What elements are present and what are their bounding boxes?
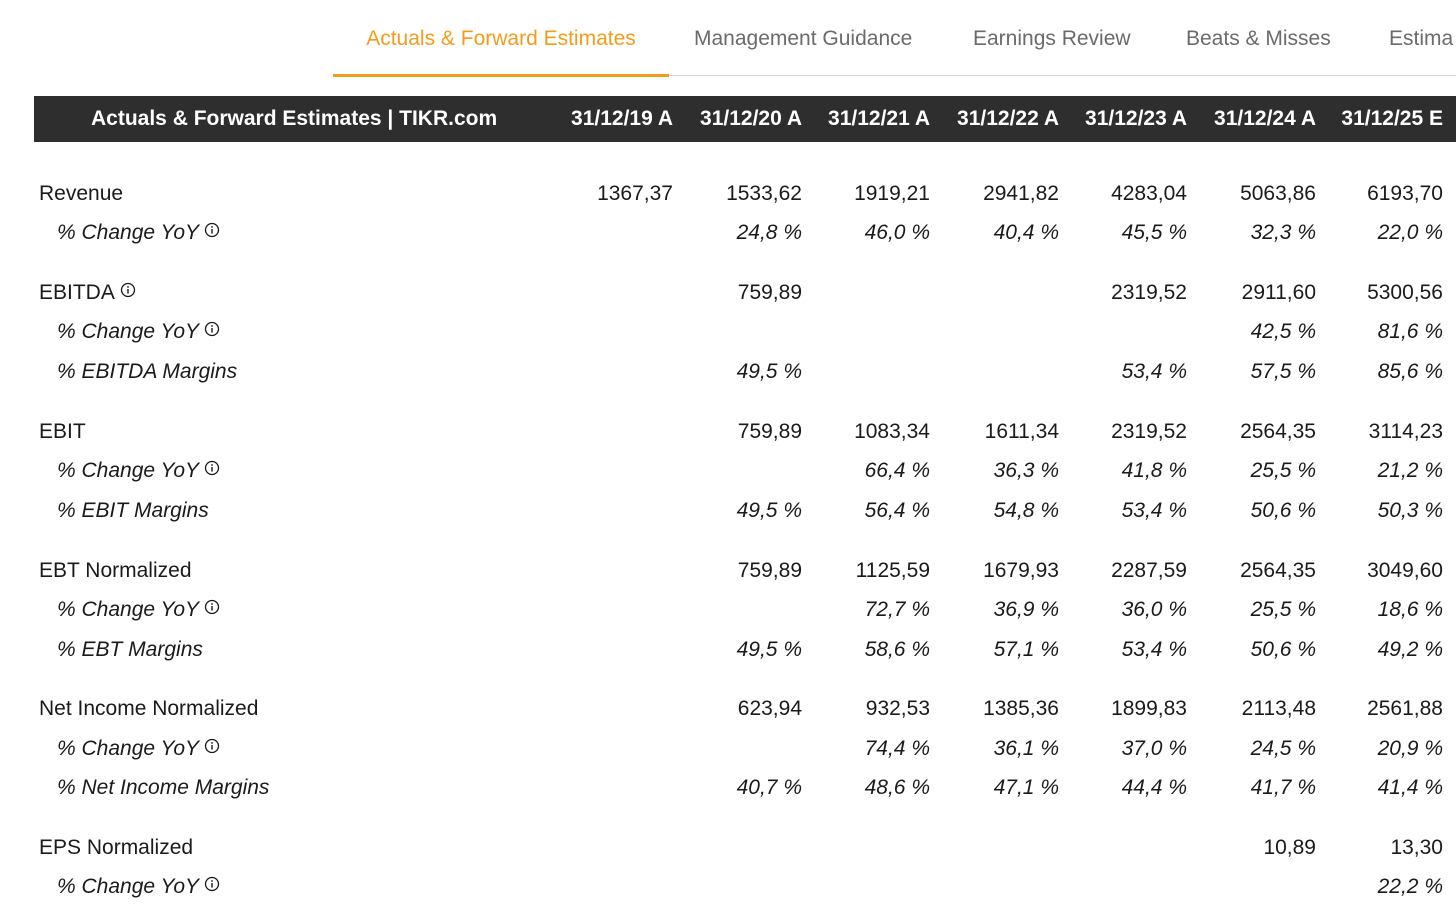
table-cell: 47,1 % (993, 776, 1059, 799)
info-icon[interactable] (204, 215, 220, 249)
row-label (39, 177, 123, 211)
row-label (57, 633, 203, 667)
table-cell: 22,0 % (1377, 221, 1443, 244)
table-cell: 22,2 % (1377, 875, 1443, 898)
table-cell: 2319,52 (1111, 420, 1187, 443)
table-cell: 25,5 % (1250, 598, 1316, 621)
column-header[interactable]: 31/12/24 A (1214, 107, 1316, 130)
table-row (0, 554, 1456, 588)
table-cell: 50,3 % (1377, 499, 1443, 522)
table-row (0, 692, 1456, 726)
row-label-text: % Change YoY (57, 221, 200, 244)
row-label (57, 732, 220, 766)
table-row (0, 494, 1456, 528)
row-label-text: % Change YoY (57, 737, 200, 760)
row-label (39, 415, 86, 449)
table-cell: 1611,34 (984, 420, 1059, 443)
table-row (0, 454, 1456, 488)
table-cell: 48,6 % (864, 776, 930, 799)
table-cell: 41,8 % (1121, 459, 1187, 482)
row-label-text: % EBT Margins (57, 638, 203, 661)
row-label (57, 870, 220, 904)
table-row (0, 315, 1456, 349)
table-cell: 5300,56 (1367, 281, 1443, 304)
table-title: Actuals & Forward Estimates | TIKR.com (91, 107, 498, 130)
table-cell: 1919,21 (854, 182, 930, 205)
table-cell: 40,4 % (993, 221, 1059, 244)
row-label-text: % Change YoY (57, 598, 200, 621)
table-cell: 10,89 (1263, 836, 1316, 859)
table-cell: 1367,37 (597, 182, 673, 205)
row-label-text: % Net Income Margins (57, 776, 270, 799)
table-cell: 759,89 (737, 420, 802, 443)
table-cell: 41,7 % (1250, 776, 1316, 799)
row-label (57, 494, 209, 528)
row-label-text: Net Income Normalized (39, 697, 259, 720)
table-cell: 3049,60 (1367, 559, 1443, 582)
table-cell: 54,8 % (993, 499, 1059, 522)
table-cell: 3114,23 (1368, 420, 1443, 443)
table-cell: 58,6 % (864, 638, 930, 661)
table-cell: 36,0 % (1121, 598, 1187, 621)
table-cell: 2564,35 (1240, 420, 1316, 443)
row-label-text: EPS Normalized (39, 836, 194, 859)
table-cell: 25,5 % (1250, 459, 1316, 482)
table-header (34, 96, 1456, 142)
table-row (0, 633, 1456, 667)
info-icon[interactable] (120, 275, 136, 309)
table-cell: 36,1 % (993, 737, 1059, 760)
row-label-text: EBT Normalized (39, 559, 192, 582)
table-cell: 6193,70 (1367, 182, 1443, 205)
table-row (0, 593, 1456, 627)
table-cell: 24,8 % (736, 221, 802, 244)
table-cell: 932,53 (865, 697, 930, 720)
tab-beats-misses[interactable]: Beats & Misses (1186, 27, 1331, 50)
table-row (0, 355, 1456, 389)
row-label (39, 554, 192, 588)
table-row (0, 732, 1456, 766)
info-icon[interactable] (204, 453, 220, 487)
row-label-text: % EBIT Margins (57, 499, 209, 522)
table-cell: 1679,93 (983, 559, 1059, 582)
table-cell: 49,5 % (736, 638, 802, 661)
table-cell: 36,3 % (993, 459, 1059, 482)
row-label (57, 216, 220, 250)
row-label (57, 454, 220, 488)
table-cell: 759,89 (737, 559, 802, 582)
row-label-text: EBITDA (39, 281, 115, 304)
row-label (57, 771, 269, 805)
tab-earnings-review[interactable]: Earnings Review (973, 27, 1131, 50)
table-cell: 74,4 % (864, 737, 930, 760)
table-cell: 1899,83 (1111, 697, 1187, 720)
table-cell: 57,5 % (1250, 360, 1316, 383)
table-row (0, 177, 1456, 211)
info-icon[interactable] (204, 731, 220, 765)
row-label-text: % Change YoY (57, 875, 200, 898)
table-cell: 623,94 (737, 697, 802, 720)
table-cell: 49,2 % (1377, 638, 1443, 661)
table-cell: 2561,88 (1367, 697, 1443, 720)
table-cell: 56,4 % (864, 499, 930, 522)
row-label-text: % Change YoY (57, 320, 200, 343)
column-header[interactable]: 31/12/25 E (1341, 107, 1443, 130)
table-cell: 2287,59 (1111, 559, 1187, 582)
info-icon[interactable] (204, 869, 220, 903)
table-cell: 24,5 % (1250, 737, 1316, 760)
table-cell: 2911,60 (1241, 281, 1316, 304)
table-cell: 2113,48 (1241, 697, 1316, 720)
column-header[interactable]: 31/12/20 A (700, 107, 802, 130)
table-cell: 41,4 % (1377, 776, 1443, 799)
table-row (0, 216, 1456, 250)
table-cell: 5063,86 (1240, 182, 1316, 205)
table-row (0, 276, 1456, 310)
row-label-text: % EBITDA Margins (57, 360, 238, 383)
column-header[interactable]: 31/12/22 A (957, 107, 1059, 130)
row-label (57, 593, 220, 627)
tab-actuals-forward-estimates[interactable]: Actuals & Forward Estimates (333, 0, 669, 77)
row-label (39, 692, 258, 726)
row-label (57, 355, 237, 389)
table-cell: 50,6 % (1250, 638, 1316, 661)
column-header[interactable]: 31/12/19 A (571, 107, 673, 130)
table-cell: 57,1 % (993, 638, 1059, 661)
table-row (0, 831, 1456, 865)
table-cell: 45,5 % (1121, 221, 1187, 244)
column-header[interactable]: 31/12/23 A (1085, 107, 1187, 130)
tab-management-guidance[interactable]: Management Guidance (694, 27, 913, 50)
table-cell: 46,0 % (864, 221, 930, 244)
table-cell: 1385,36 (983, 697, 1059, 720)
row-label (57, 315, 220, 349)
table-row (0, 870, 1456, 904)
table-cell: 49,5 % (736, 499, 802, 522)
table-cell: 50,6 % (1250, 499, 1316, 522)
table-cell: 20,9 % (1377, 737, 1443, 760)
table-cell: 42,5 % (1250, 320, 1316, 343)
table-cell: 37,0 % (1121, 737, 1187, 760)
info-icon[interactable] (204, 314, 220, 348)
table-cell: 44,4 % (1121, 776, 1187, 799)
row-label-text: % Change YoY (57, 459, 200, 482)
table-cell: 53,4 % (1121, 360, 1187, 383)
table-cell: 2941,82 (983, 182, 1059, 205)
table-cell: 1083,34 (854, 420, 930, 443)
table-row (0, 415, 1456, 449)
table-cell: 53,4 % (1121, 638, 1187, 661)
row-label (39, 276, 136, 310)
table-cell: 85,6 % (1377, 360, 1443, 383)
table-cell: 72,7 % (864, 598, 930, 621)
info-icon[interactable] (204, 592, 220, 626)
column-header[interactable]: 31/12/21 A (828, 107, 930, 130)
table-cell: 40,7 % (736, 776, 802, 799)
tab-bar (0, 0, 1456, 77)
table-cell: 2319,52 (1111, 281, 1187, 304)
table-cell: 21,2 % (1377, 459, 1443, 482)
table-cell: 759,89 (737, 281, 802, 304)
table-cell: 53,4 % (1121, 499, 1187, 522)
table-cell: 49,5 % (736, 360, 802, 383)
row-label-text: EBIT (39, 420, 86, 443)
table-cell: 1125,59 (855, 559, 930, 582)
tab-estimates-truncated[interactable]: Estima (1389, 27, 1454, 50)
table-row (0, 771, 1456, 805)
row-label-text: Revenue (39, 182, 124, 205)
table-cell: 36,9 % (993, 598, 1059, 621)
table-cell: 2564,35 (1240, 559, 1316, 582)
table-cell: 32,3 % (1250, 221, 1316, 244)
table-cell: 66,4 % (864, 459, 930, 482)
table-cell: 13,30 (1390, 836, 1443, 859)
table-cell: 18,6 % (1377, 598, 1443, 621)
table-cell: 1533,62 (726, 182, 802, 205)
table-cell: 81,6 % (1377, 320, 1443, 343)
row-label (39, 831, 193, 865)
table-cell: 4283,04 (1111, 182, 1187, 205)
